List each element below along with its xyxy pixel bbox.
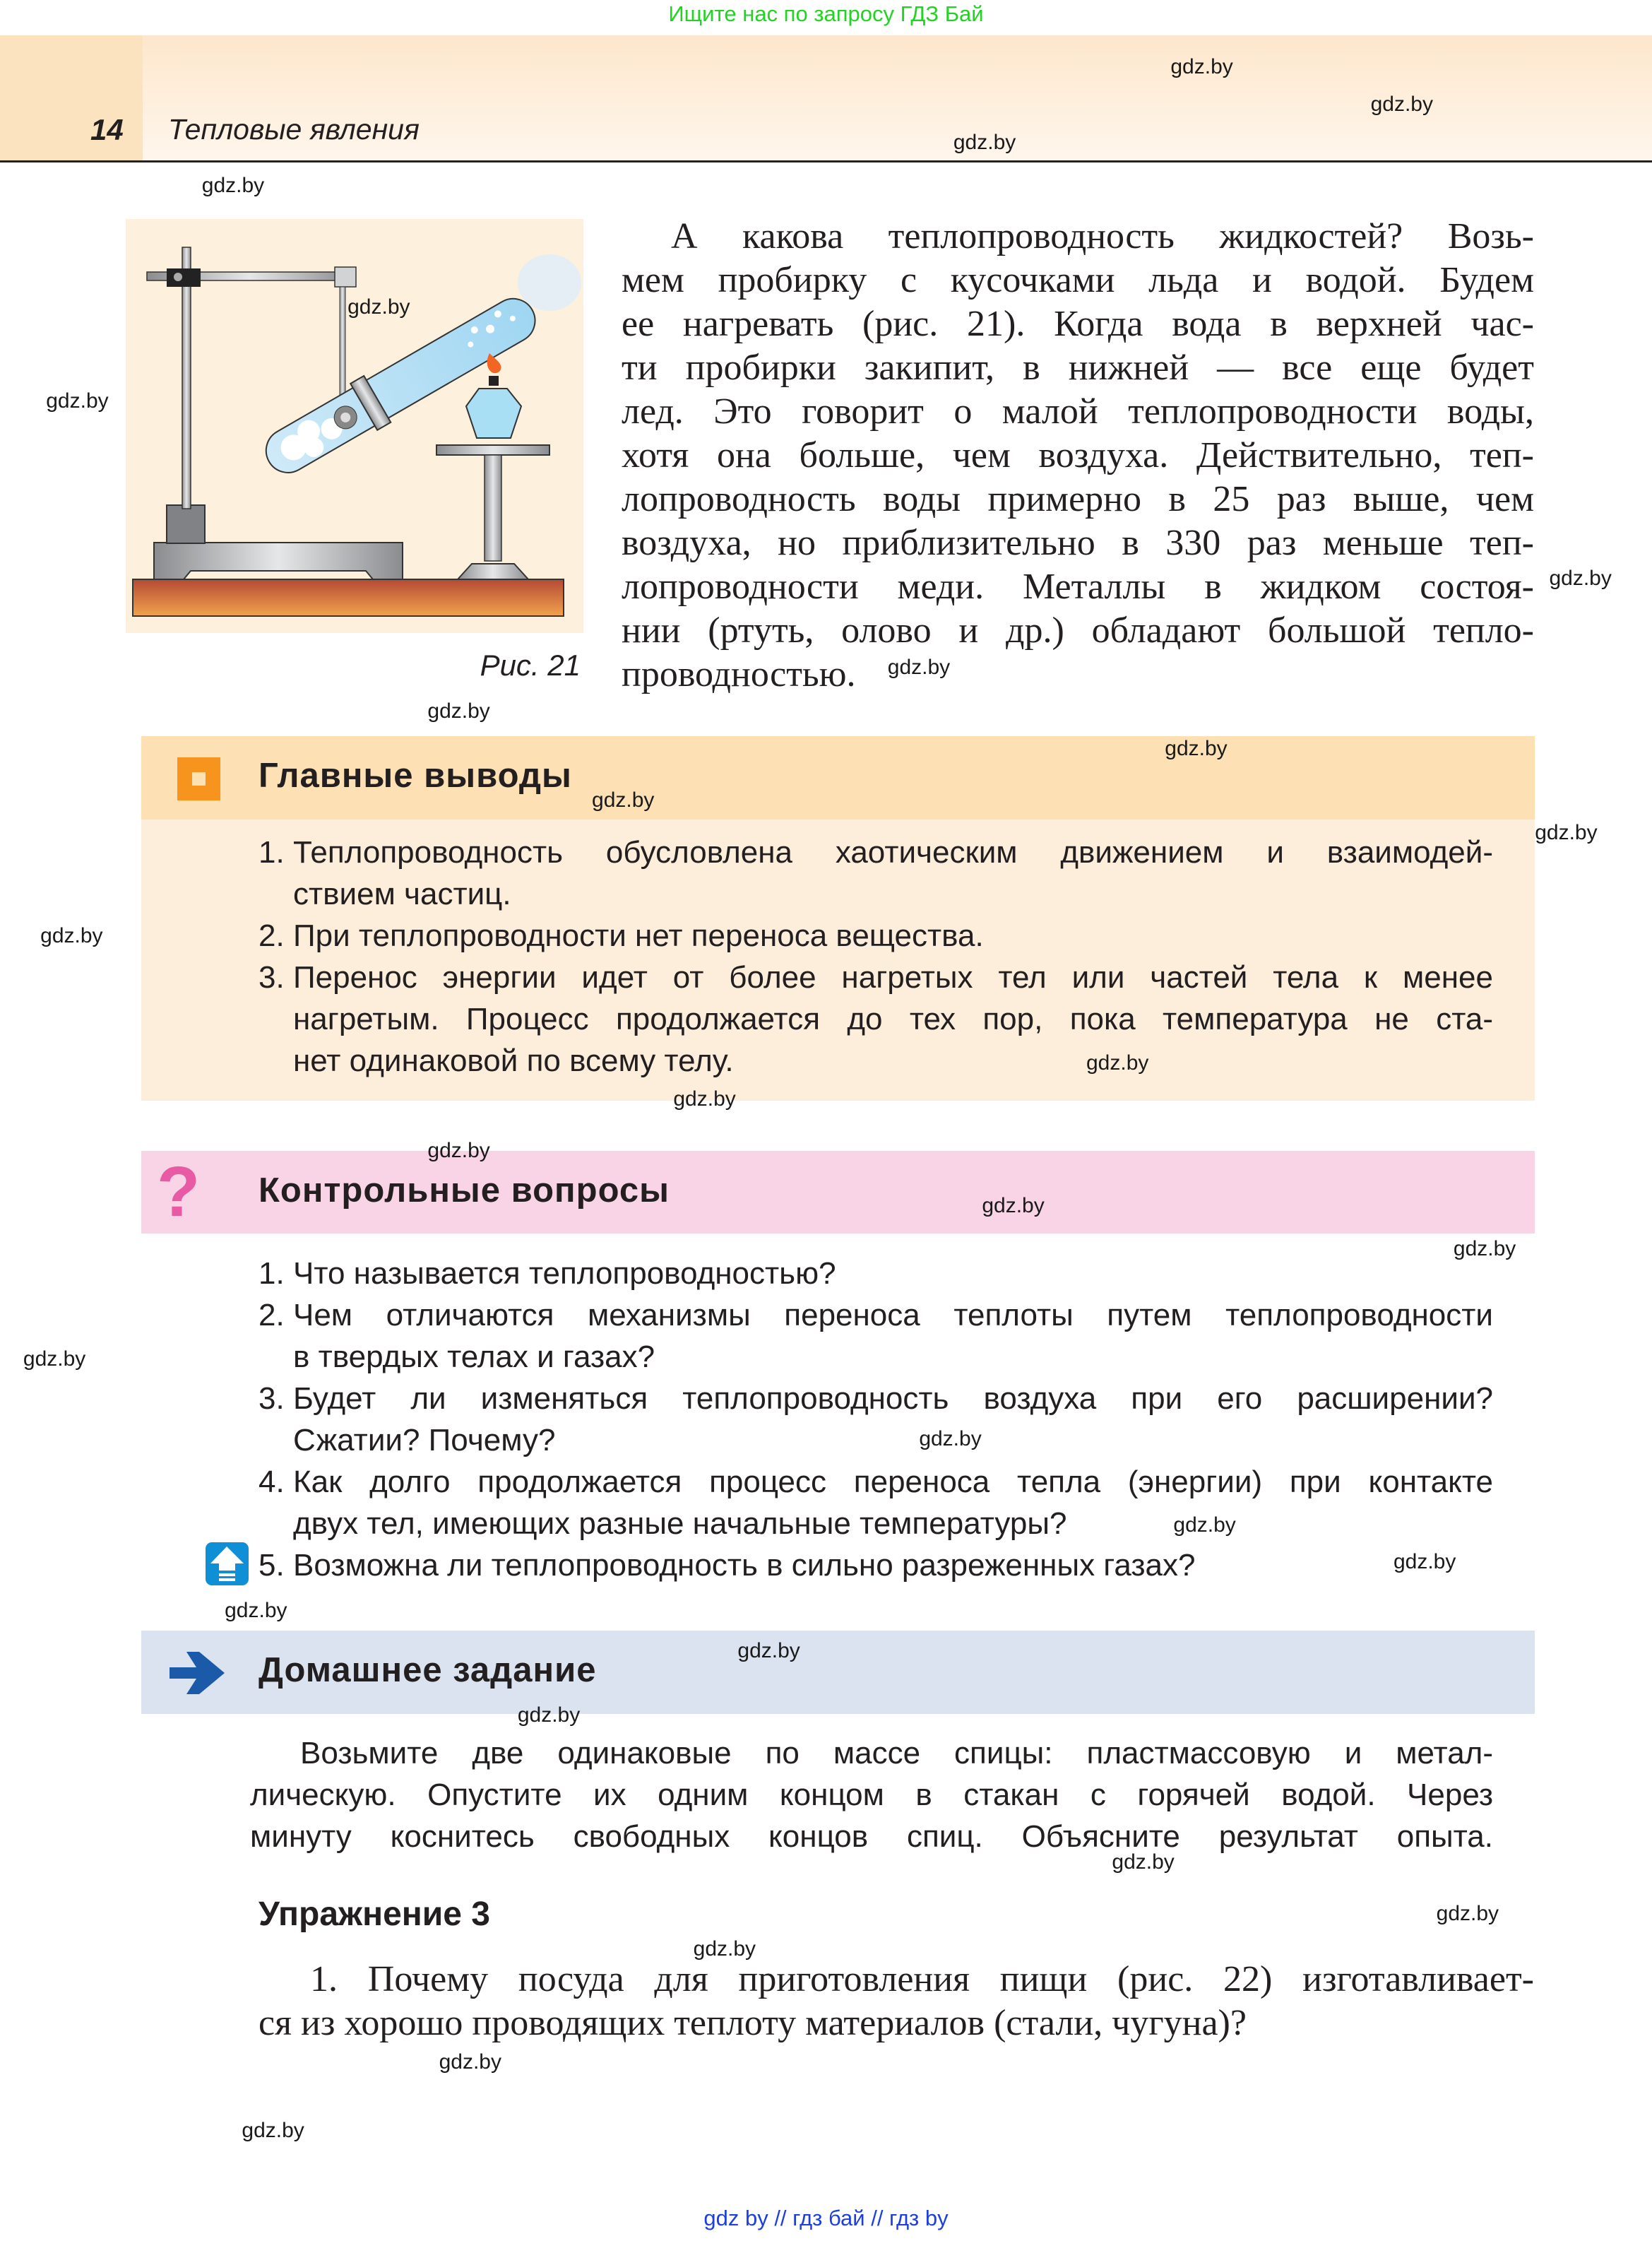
paragraph-line: лопроводность воды примерно в 25 раз выше, чем	[622, 479, 1534, 519]
watermark-text: gdz.by	[592, 788, 655, 812]
list-item	[259, 957, 1493, 1082]
list-item	[259, 1253, 1493, 1294]
watermark-text: gdz.by	[347, 295, 410, 319]
list-item	[259, 1378, 1493, 1461]
summary-title: Главные выводы	[259, 757, 572, 795]
watermark-text: gdz.by	[23, 1347, 86, 1371]
watermark-text: gdz.by	[919, 1427, 982, 1451]
watermark-text: gdz.by	[953, 131, 1016, 155]
question-mark-icon: ?	[157, 1152, 201, 1231]
exercise-line: ся из хорошо проводящих теплоту материалов (стали, чугуна)?	[259, 2003, 1247, 2043]
watermark-text: gdz.by	[427, 699, 490, 723]
item-line: в твердых телах и газах?	[293, 1340, 655, 1374]
watermark-text: gdz.by	[1453, 1237, 1516, 1261]
item-line: нет одинаковой по всему телу.	[293, 1043, 734, 1078]
watermark-text: gdz.by	[887, 655, 951, 679]
watermark-text: gdz.by	[1370, 92, 1433, 116]
item-line: ствием частиц.	[293, 877, 511, 911]
paragraph-line: нии (ртуть, олово и др.) обладают большой тепло-	[622, 610, 1534, 651]
questions-header	[141, 1151, 1535, 1234]
header-divider	[0, 160, 1652, 162]
item-number: 1.	[259, 835, 285, 870]
watermark-text: gdz.by	[225, 1598, 287, 1622]
homework-text	[250, 1732, 1493, 1857]
advanced-level-icon	[206, 1542, 249, 1585]
homework-header	[141, 1631, 1535, 1714]
list-item	[259, 1294, 1493, 1378]
paragraph-line: А какова теплопроводность жидкостей? Возь-	[671, 216, 1534, 256]
promo-banner[interactable]: Ищите нас по запросу ГДЗ Бай	[668, 1, 984, 26]
paragraph-line: лопроводности меди. Металлы в жидком состоя-	[622, 567, 1534, 607]
list-item	[259, 1544, 1493, 1586]
summary-list	[259, 832, 1493, 1082]
item-line: При теплопроводности нет переноса вещества.	[293, 918, 984, 953]
watermark-text: gdz.by	[46, 389, 109, 413]
footer-links[interactable]: gdz by // гдз бай // гдз by	[703, 2206, 949, 2230]
homework-line: лическую. Опустите их одним концом в стакан с горячей водой. Через	[250, 1778, 1493, 1812]
exercise-text	[259, 1958, 1534, 2045]
item-line: Перенос энергии идет от более нагретых тел или частей тела к менее	[293, 960, 1493, 995]
watermark-text: gdz.by	[427, 1138, 490, 1162]
watermark-text: gdz.by	[1535, 821, 1598, 845]
item-line: Возможна ли теплопроводность в сильно разреженных газах?	[293, 1548, 1196, 1583]
arrow-right-icon	[170, 1652, 225, 1698]
paragraph-line: воздуха, но приблизительно в 330 раз меньше теп-	[622, 523, 1534, 563]
questions-title: Контрольные вопросы	[259, 1171, 670, 1210]
item-line: Будет ли изменяться теплопроводность воздуха при его расширении?	[293, 1381, 1493, 1416]
item-number: 2.	[259, 1298, 285, 1332]
homework-line: Возьмите две одинаковые по массе спицы: пластмассовую и метал-	[300, 1736, 1493, 1770]
watermark-text: gdz.by	[1173, 1513, 1236, 1537]
watermark-text: gdz.by	[1086, 1051, 1149, 1075]
watermark-text: gdz.by	[201, 174, 265, 197]
body-paragraph	[622, 215, 1534, 697]
exercise-line: 1. Почему посуда для приготовления пищи (рис. 22) изготавливает-	[310, 1959, 1534, 1999]
item-line: Как долго продолжается процесс переноса тепла (энергии) при контакте	[293, 1465, 1493, 1499]
exercise-title: Упражнение 3	[259, 1896, 490, 1933]
questions-list	[259, 1253, 1493, 1586]
item-line: Сжатии? Почему?	[293, 1423, 556, 1457]
watermark-text: gdz.by	[1112, 1850, 1175, 1874]
item-line: нагретым. Процесс продолжается до тех пор, пока температура не ста-	[293, 1002, 1493, 1036]
watermark-text: gdz.by	[1549, 567, 1612, 591]
list-item	[259, 832, 1493, 915]
item-number: 4.	[259, 1465, 285, 1499]
item-line: двух тел, имеющих разные начальные температуры?	[293, 1506, 1067, 1541]
watermark-text: gdz.by	[439, 2050, 501, 2074]
orange-square-icon	[177, 757, 220, 800]
item-number: 3.	[259, 1381, 285, 1416]
watermark-text: gdz.by	[737, 1638, 800, 1662]
item-number: 5.	[259, 1548, 285, 1583]
paragraph-line: лед. Это говорит о малой теплопроводности воды,	[622, 391, 1534, 432]
item-line: Теплопроводность обусловлена хаотическим движением и взаимодей-	[293, 835, 1493, 870]
watermark-text: gdz.by	[1436, 1901, 1499, 1925]
watermark-text: gdz.by	[673, 1087, 736, 1111]
item-line: Что называется теплопроводностью?	[293, 1256, 836, 1291]
watermark-text: gdz.by	[40, 924, 103, 948]
watermark-text: gdz.by	[982, 1194, 1045, 1218]
paragraph-line: хотя она больше, чем воздуха. Действительно, теп-	[622, 435, 1534, 475]
figure-caption: Рис. 21	[480, 649, 581, 682]
watermark-text: gdz.by	[1165, 737, 1228, 761]
list-item	[259, 915, 1493, 957]
item-number: 2.	[259, 918, 285, 953]
watermark-text: gdz.by	[242, 2119, 304, 2143]
homework-line: минуту коснитесь свободных концов спиц. Объясните результат опыта.	[250, 1819, 1493, 1854]
watermark-text: gdz.by	[1170, 55, 1233, 79]
paragraph-line: ее нагревать (рис. 21). Когда вода в верхней час-	[622, 304, 1534, 344]
page-number: 14	[90, 113, 124, 146]
paragraph-line: ти пробирки закипит, в нижней — все еще будет	[622, 348, 1534, 388]
watermark-text: gdz.by	[693, 1937, 756, 1961]
homework-title: Домашнее задание	[259, 1651, 597, 1689]
list-item	[259, 1461, 1493, 1544]
item-number: 3.	[259, 960, 285, 995]
paragraph-line: мем пробирку с кусочками льда и водой. Будем	[622, 260, 1534, 300]
figure-21-illustration	[126, 219, 583, 633]
item-number: 1.	[259, 1256, 285, 1291]
chapter-title: Тепловые явления	[168, 113, 420, 146]
item-line: Чем отличаются механизмы переноса теплоты путем теплопроводности	[293, 1298, 1493, 1332]
watermark-text: gdz.by	[517, 1703, 581, 1727]
summary-header	[141, 736, 1535, 820]
watermark-text: gdz.by	[1393, 1550, 1456, 1574]
paragraph-line: проводностью.	[622, 654, 856, 694]
